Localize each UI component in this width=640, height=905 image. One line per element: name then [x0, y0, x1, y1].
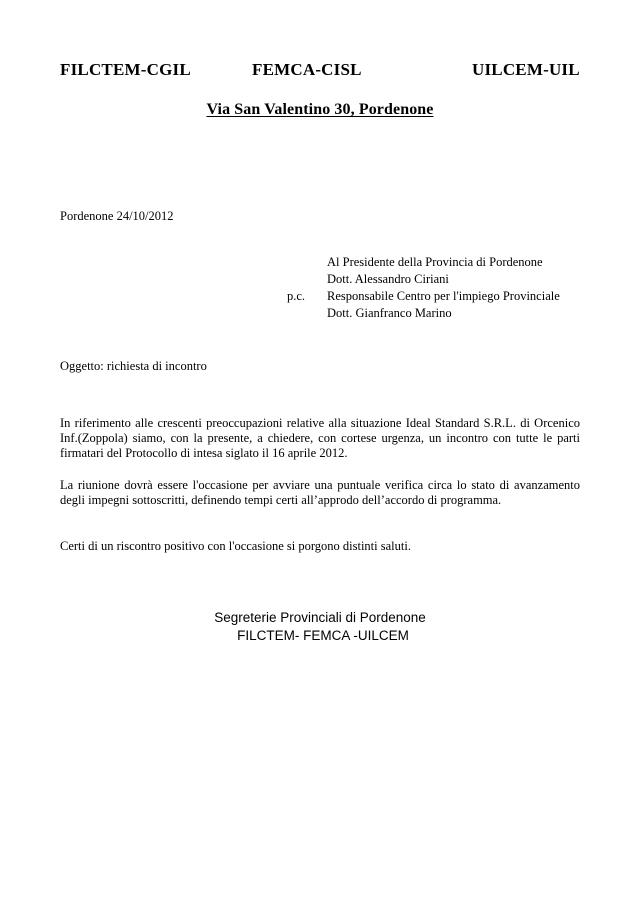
addressee-text: Dott. Gianfranco Marino [327, 306, 452, 320]
body-text [60, 416, 580, 553]
addressee-label-pc: p.c. [287, 289, 306, 303]
addressee-block [287, 254, 607, 322]
union-name-filctem: FILCTEM-CGIL [60, 60, 191, 79]
addressee-row [287, 271, 607, 288]
body-paragraph-2: La riunione dovrà essere l'occasione per avviare una puntuale verifica circa lo stato di avanzamento degli impegni sottoscritti, definendo tempi certi all’approdo dell’accordo di programma. [60, 477, 580, 507]
body-paragraph-1: In riferimento alle crescenti preoccupazioni relative alla situazione Ideal Standard S.R.L. di Orcenico Inf.(Zoppola) siamo, con la presente, a chiedere, con cortese urgenza, un incontro con tutte le parti firmatari del Protocollo di intesa siglato il 16 aprile 2012. [60, 416, 580, 461]
union-name-femca: FEMCA-CISL [252, 60, 362, 79]
union-name-uilcem: UILCEM-UIL [472, 60, 580, 79]
addressee-text: Dott. Alessandro Ciriani [327, 272, 449, 286]
header-address [0, 101, 640, 119]
addressee-row [287, 288, 607, 305]
signature-block [0, 609, 640, 645]
addressee-text: Responsabile Centro per l'impiego Provinciale [327, 289, 560, 303]
subject-line: Oggetto: richiesta di incontro [60, 359, 207, 373]
header-union-row [60, 60, 580, 80]
addressee-row [287, 254, 607, 271]
signature-line-organization: Segreterie Provinciali di Pordenone [214, 610, 426, 625]
addressee-text: Al Presidente della Provincia di Pordenone [327, 255, 543, 269]
date-line: Pordenone 24/10/2012 [60, 209, 174, 223]
signature-line-unions: FILCTEM- FEMCA -UILCEM [237, 628, 409, 643]
header-address-text: Via San Valentino 30, Pordenone [206, 101, 434, 118]
body-paragraph-3: Certi di un riscontro positivo con l'occasione si porgono distinti saluti. [60, 539, 411, 553]
addressee-row [287, 305, 607, 322]
